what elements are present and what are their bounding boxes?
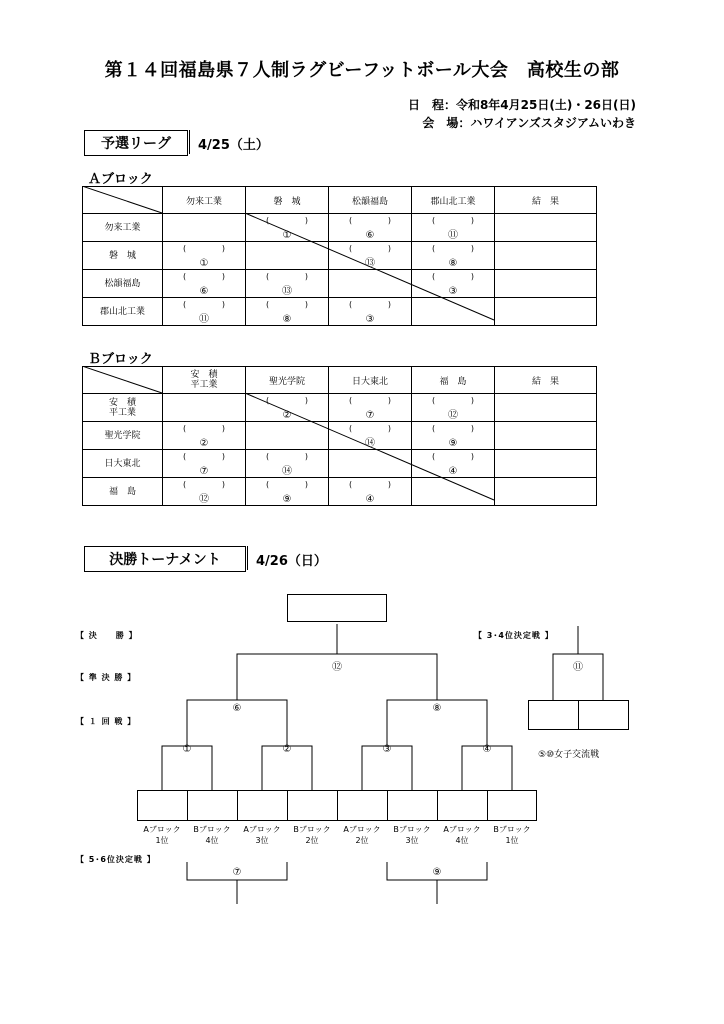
block-a-col-header: 勿来工業 [163,187,246,214]
round-fifth-label: 【 5･6位決定戦 】 [76,855,156,864]
open-paren: ( [266,300,270,309]
match-number: ⑫ [448,410,458,421]
seed-block: Aブロック [343,825,381,834]
match-number: ② [199,438,209,449]
close-paren: ) [470,216,474,225]
block-b-col-header: 日大東北 [329,367,412,394]
schedule-venue-label: 会 場： [422,116,471,130]
open-paren: ( [183,480,187,489]
block-a-row-header: 郡山北工業 [83,298,163,326]
seed-divider [337,791,338,820]
block-b-col-header: 安 積 平工業 [163,367,246,394]
exchange-note: ⑤⑩女子交流戦 [538,750,600,760]
close-paren: ) [470,244,474,253]
match-r1: ④ [482,744,492,755]
round-final-label: 【 決 勝 】 [76,631,138,640]
open-paren: ( [266,216,270,225]
match-number: ① [199,258,209,269]
match-number: ⑫ [199,494,209,505]
match-number: ⑭ [365,438,375,449]
close-paren: ) [221,424,225,433]
open-paren: ( [183,300,187,309]
match-number: ④ [448,466,458,477]
close-paren: ) [304,396,308,405]
open-paren: ( [349,216,353,225]
open-paren: ( [266,396,270,405]
close-paren: ) [304,272,308,281]
open-paren: ( [183,272,187,281]
match-fifth-left: ⑦ [232,867,242,878]
tournament-date: 4/26（日） [256,554,327,569]
close-paren: ) [221,452,225,461]
match-number: ⑦ [199,466,209,477]
seed-block: Bブロック [393,825,431,834]
close-paren: ) [221,272,225,281]
block-a-col-header: 郡山北工業 [412,187,495,214]
seed-rank: 2位 [355,836,369,845]
block-a-result-header: 結 果 [495,187,597,214]
close-paren: ) [304,300,308,309]
seed-divider [287,791,288,820]
match-semi-right: ⑧ [432,703,442,714]
open-paren: ( [349,396,353,405]
block-a-row-header: 勿来工業 [83,214,163,242]
seed-label [287,824,337,846]
open-paren: ( [349,424,353,433]
close-paren: ) [470,452,474,461]
block-b-row-header: 日大東北 [83,450,163,478]
block-b-col-header: 福 島 [412,367,495,394]
block-a-row-header: 松韻福島 [83,270,163,298]
open-paren: ( [349,244,353,253]
open-paren: ( [183,244,187,253]
seed-rank: 3位 [255,836,269,845]
match-number: ② [282,410,292,421]
block-b-row-header: 聖光学院 [83,422,163,450]
open-paren: ( [266,272,270,281]
match-number: ① [282,230,292,241]
round-semi-label: 【 準 決 勝 】 [76,673,137,682]
match-number: ⑥ [365,230,375,241]
block-b-row-header: 安 積 平工業 [83,394,163,422]
close-paren: ) [387,424,391,433]
match-number: ⑨ [282,494,292,505]
close-paren: ) [387,216,391,225]
block-b-result-header: 結 果 [495,367,597,394]
schedule-venue-value: ハワイアンズスタジアムいわき [470,116,636,130]
close-paren: ) [304,216,308,225]
match-number: ⑦ [365,410,375,421]
close-paren: ) [304,480,308,489]
close-paren: ) [387,480,391,489]
seed-divider [187,791,188,820]
seed-rank: 3位 [405,836,419,845]
match-r1: ① [182,744,192,755]
open-paren: ( [432,396,436,405]
schedule-date-value: 令和8年4月25日(土)・26日(日) [455,98,636,112]
block-a-col-header: 磐 城 [246,187,329,214]
match-number: ③ [448,286,458,297]
seed-block: Aブロック [443,825,481,834]
open-paren: ( [432,424,436,433]
match-number: ⑬ [365,258,375,269]
open-paren: ( [349,300,353,309]
match-number: ⑭ [282,466,292,477]
seed-label [137,824,187,846]
round-first-label: 【 １ 回 戦 】 [76,717,137,726]
seed-rank: 1位 [505,836,519,845]
match-fifth-right: ⑨ [432,867,442,878]
match-number: ⑨ [448,438,458,449]
open-paren: ( [266,452,270,461]
block-b-label: Ｂブロック [88,352,153,367]
third-place-box [528,700,579,730]
seed-row [137,790,537,821]
close-paren: ) [387,244,391,253]
open-paren: ( [432,216,436,225]
block-a-col-header: 松韻福島 [329,187,412,214]
seed-rank: 4位 [205,836,219,845]
close-paren: ) [221,244,225,253]
open-paren: ( [266,480,270,489]
third-place-box [578,700,629,730]
seed-divider [237,791,238,820]
close-paren: ) [387,396,391,405]
match-final: ⑫ [332,662,342,673]
seed-block: Aブロック [143,825,181,834]
open-paren: ( [183,424,187,433]
open-paren: ( [432,452,436,461]
open-paren: ( [183,452,187,461]
seed-label [187,824,237,846]
seed-rank: 1位 [155,836,169,845]
seed-label [387,824,437,846]
round-third-label: 【 3･4位決定戦 】 [474,631,554,640]
open-paren: ( [349,480,353,489]
match-number: ③ [365,314,375,325]
close-paren: ) [221,300,225,309]
close-paren: ) [470,272,474,281]
close-paren: ) [470,424,474,433]
match-r1: ② [282,744,292,755]
match-number: ⑬ [282,286,292,297]
seed-block: Bブロック [193,825,231,834]
open-paren: ( [432,244,436,253]
tournament-label: 決勝トーナメント [84,546,246,572]
block-a-label: Ａブロック [88,172,153,187]
seed-divider [387,791,388,820]
match-number: ⑧ [282,314,292,325]
close-paren: ) [304,452,308,461]
seed-rank: 4位 [455,836,469,845]
block-b-row-header: 福 島 [83,478,163,506]
block-a-row-header: 磐 城 [83,242,163,270]
match-number: ⑪ [199,314,209,325]
match-number: ⑥ [199,286,209,297]
seed-label [337,824,387,846]
match-number: ④ [365,494,375,505]
preliminary-label: 予選リーグ [84,130,188,156]
seed-label [437,824,487,846]
seed-divider [437,791,438,820]
match-semi-left: ⑥ [232,703,242,714]
match-r1: ③ [382,744,392,755]
match-number: ⑧ [448,258,458,269]
close-paren: ) [470,396,474,405]
match-third: ⑪ [573,662,583,673]
page-title: 第１４回福島県７人制ラグビーフットボール大会 高校生の部 [104,60,620,81]
preliminary-date: 4/25（土） [198,138,269,153]
match-number: ⑪ [448,230,458,241]
seed-block: Bブロック [293,825,331,834]
close-paren: ) [387,300,391,309]
schedule-date-label: 日 程： [407,98,456,112]
seed-rank: 2位 [305,836,319,845]
close-paren: ) [221,480,225,489]
seed-divider [487,791,488,820]
seed-block: Aブロック [243,825,281,834]
seed-label [237,824,287,846]
open-paren: ( [432,272,436,281]
seed-block: Bブロック [493,825,531,834]
seed-label [487,824,537,846]
block-b-col-header: 聖光学院 [246,367,329,394]
